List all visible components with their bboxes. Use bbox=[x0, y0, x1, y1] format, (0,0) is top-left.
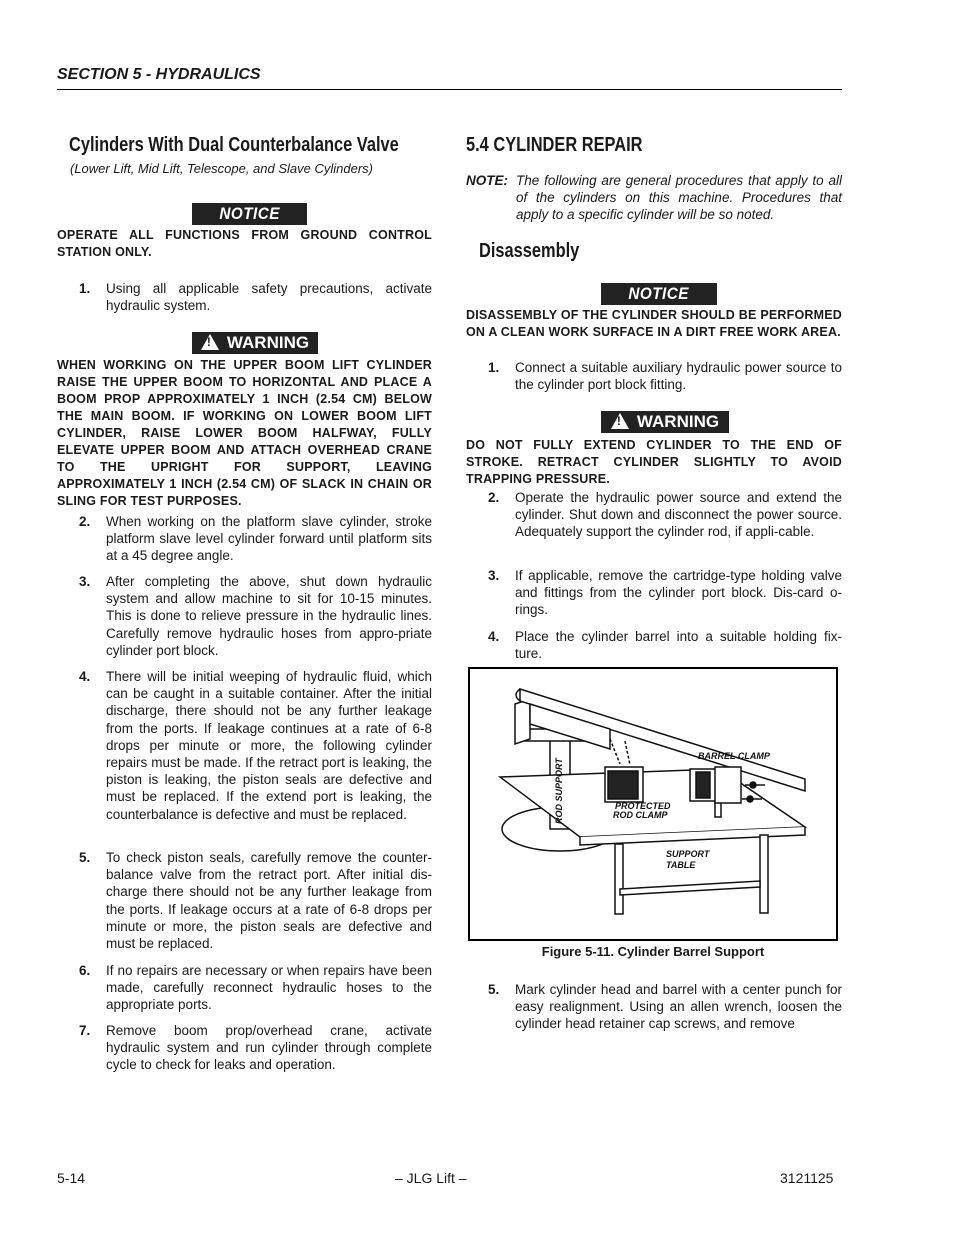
support-label-1: SUPPORT bbox=[666, 849, 710, 859]
list-item: 7. Remove boom prop/overhead crane, activate hydraulic system and run cylinder through complete cycle to check for leaks and operation. bbox=[79, 1023, 432, 1073]
notice-text-left: OPERATE ALL FUNCTIONS FROM GROUND CONTROL STATION ONLY. bbox=[57, 228, 432, 259]
right-section-title: 5.4 CYLINDER REPAIR bbox=[466, 134, 643, 156]
support-label-2: TABLE bbox=[666, 860, 696, 870]
warning-text-left: WHEN WORKING ON THE UPPER BOOM LIFT CYLINDER RAISE THE UPPER BOOM TO HORIZONTAL AND PLACE A BOOM PROP APPROXIMATELY 1 INCH (2.54 CM) BELOW THE MAIN BOOM. IF WORKING ON LOWER BOOM LIFT CYLINDER, RAISE LOWER BOOM HALFWAY, FULLY ELEVATE UPPER BOOM AND ATTACH OVERHEAD CRANE TO THE UPRIGHT FOR SUPPORT, LEAVING APPROXIMATELY 1 INCH (2.54 CM) OF SLACK IN CHAIN OR SLING FOR TEST PURPOSES. bbox=[57, 358, 432, 508]
list-item: 5. Mark cylinder head and barrel with a center punch for easy realignment. Using an allen wrench, loosen the cylinder head retainer cap screws, and remove bbox=[488, 982, 842, 1032]
figure-caption: Figure 5-11. Cylinder Barrel Support bbox=[541, 944, 765, 959]
list-item: 2. When working on the platform slave cylinder, stroke platform slave level cylinder forward until platform sits at a 45 degree angle. bbox=[79, 514, 432, 564]
footer-center: – JLG Lift – bbox=[395, 1170, 467, 1186]
warning-triangle-icon bbox=[611, 413, 629, 429]
protected-label-1: PROTECTED bbox=[615, 801, 671, 811]
list-item: 4. There will be initial weeping of hydraulic fluid, which can be caught in a suitable container. After the initial discharge, there should not be any further leakage from the ports. If leakage continues at a rate of 6-8 drops per minute or more, the following cylinder repairs must be made. If the retract port is leaking, the piston is leaking, the piston seals are defective and must be replaced. If the extend port is leaking, the counterbalance is defective and must be replaced. bbox=[79, 669, 432, 822]
list-item: 2. Operate the hydraulic power source and extend the cylinder. Shut down and disconnect the power source. Adequately support the cylinder rod, if appli-cable. bbox=[488, 490, 842, 540]
list-item: 5. To check piston seals, carefully remove the counter-balance valve from the retract port. After initial dis-charge there should not be any further leakage from the ports. If leakage occurs at a rate of 6-8 drops per minute or more, the piston seals are defective and must be replaced. bbox=[79, 850, 432, 952]
note-label: NOTE: bbox=[466, 173, 508, 188]
notice-badge-right: NOTICE bbox=[601, 283, 717, 305]
notice-badge-left: NOTICE bbox=[192, 203, 307, 225]
list-item: 6. If no repairs are necessary or when repairs have been made, carefully reconnect hydraulic hoses to the appropriate ports. bbox=[79, 963, 432, 1013]
list-item: 4. Place the cylinder barrel into a suitable holding fix-ture. bbox=[488, 629, 842, 662]
rod-support-label: ROD SUPPORT bbox=[554, 758, 564, 824]
warning-badge-right: !WARNING bbox=[601, 411, 729, 433]
warning-triangle-icon bbox=[201, 334, 219, 350]
left-section-title: Cylinders With Dual Counterbalance Valve bbox=[69, 134, 399, 156]
warning-text-right: DO NOT FULLY EXTEND CYLINDER TO THE END OF STROKE. RETRACT CYLINDER SLIGHTLY TO AVOID TRAPPING PRESSURE. bbox=[466, 438, 842, 486]
note-text: The following are general procedures that apply to all of the cylinders on this machine. Procedures that apply to a specific cylinder will be so noted. bbox=[516, 173, 842, 222]
list-item: 3. If applicable, remove the cartridge-type holding valve and fittings from the cylinder port block. Dis-card o-rings. bbox=[488, 568, 842, 618]
section-header: SECTION 5 - HYDRAULICS bbox=[57, 66, 261, 83]
barrel-clamp-label: BARREL CLAMP bbox=[698, 751, 770, 761]
notice-text-right: DISASSEMBLY OF THE CYLINDER SHOULD BE PERFORMED ON A CLEAN WORK SURFACE IN A DIRT FREE WORK AREA. bbox=[466, 308, 842, 339]
list-item: 1. Connect a suitable auxiliary hydraulic power source to the cylinder port block fitting. bbox=[488, 360, 842, 393]
list-item: 3. After completing the above, shut down hydraulic system and allow machine to sit for 10-15 minutes. This is done to relieve pressure in the hydraulic lines. Carefully remove hydraulic hoses from appro-priate cylinder port block. bbox=[79, 574, 432, 658]
doc-number: 3121125 bbox=[780, 1170, 834, 1186]
page-number: 5-14 bbox=[57, 1170, 86, 1186]
disassembly-heading: Disassembly bbox=[479, 240, 580, 262]
warning-badge-left: !WARNING bbox=[192, 332, 318, 354]
protected-label-2: ROD CLAMP bbox=[613, 810, 668, 820]
left-section-subtitle: (Lower Lift, Mid Lift, Telescope, and Slave Cylinders) bbox=[70, 161, 373, 176]
cylinder-barrel-support-figure bbox=[468, 667, 838, 941]
cylinder-barrel-support-illustration bbox=[470, 669, 836, 939]
list-item: 1. Using all applicable safety precautions, activate hydraulic system. bbox=[79, 281, 432, 314]
header-rule bbox=[57, 89, 842, 90]
